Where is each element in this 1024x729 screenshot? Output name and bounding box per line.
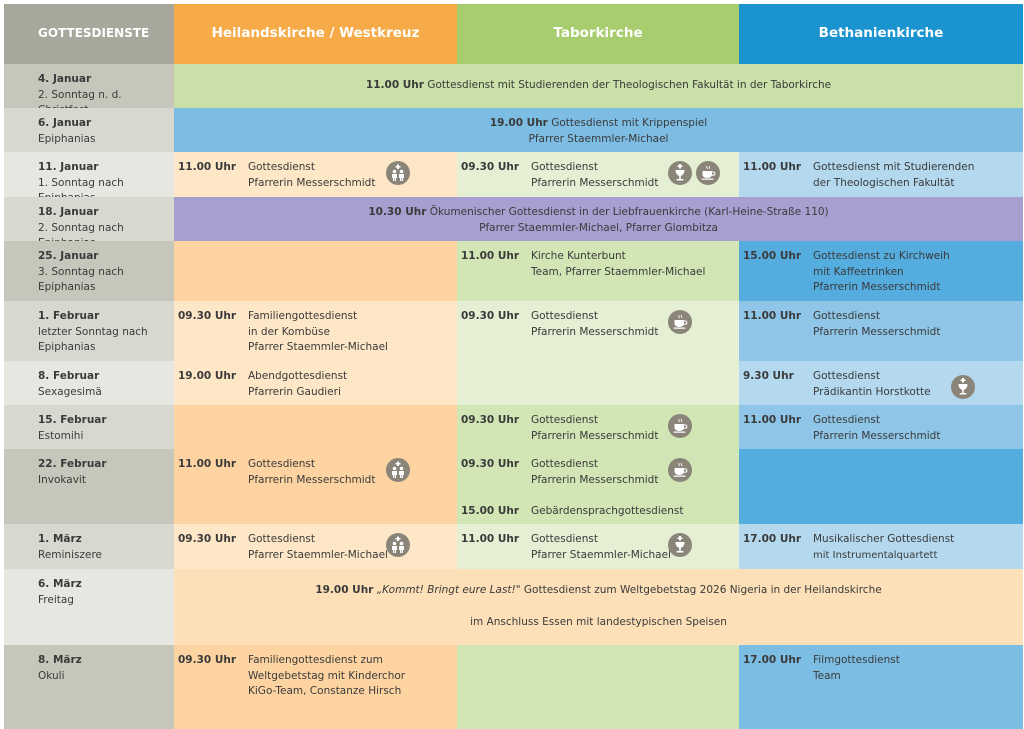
service-pastor: Pfarrer Staemmler-Michael, Pfarrer Glombitza [479,221,718,234]
service-pastor: Pfarrerin Messerschmidt [813,281,941,293]
coffee-icon [668,310,692,334]
service-time: 19.00 Uhr [315,584,374,596]
service-time: 09.30 Uhr [178,654,237,666]
service-desc: Familiengottesdienst [248,310,358,322]
service-desc: Gottesdienst mit Studierenden [813,161,975,173]
service-desc: Familiengottesdienst zum [248,654,383,666]
service-time: 11.00 Uhr [178,161,237,173]
service-pastor: Pfarrerin Messerschmidt [531,429,659,442]
shared-service [174,64,1023,108]
date-sub: letzter Sonntag nach [38,325,148,338]
date-sub: Epiphanias [38,132,96,145]
date-label: 8. Februar [38,370,100,382]
header-heilandskirche-label: Heilandskirche / Westkreuz [211,25,420,42]
heiland-empty [174,241,457,301]
header-taborkirche-label: Taborkirche [553,25,643,42]
date-label: 4. Januar [38,73,92,85]
service-pastor: Pfarrerin Messerschmidt [531,325,659,338]
children-icon [386,458,410,482]
bethanien-service [739,301,1023,361]
heiland-service [174,152,457,197]
date-cell [4,301,174,361]
service-time: 11.00 Uhr [743,310,802,322]
date-sub: Sexagesimä [38,385,102,398]
bethanien-service [739,524,1023,569]
date-cell [4,241,174,301]
bethanien-service [739,152,1023,197]
service-note: im Anschluss Essen mit landestypischen Speisen [470,615,727,628]
bethanien-empty [739,449,1023,524]
header-heilandskirche [174,4,457,64]
date-sub: 3. Sonntag nach Epiphanias [38,265,124,293]
service-pastor: Pfarrerin Messerschmidt [531,473,659,486]
service-desc: Gottesdienst [813,370,881,382]
service-desc: Gottesdienst [531,458,599,470]
date-label: 1. Februar [38,310,100,322]
heiland-service [174,361,457,405]
children-icon [386,161,410,185]
service-desc: Ökumenischer Gottesdienst in der Liebfrauenkirche (Karl-Heine-Straße 110) [429,206,829,218]
service-pastor: Pfarrerin Messerschmidt [813,325,941,338]
service-time: 15.00 Uhr [743,250,802,262]
service-desc-2: mit Instrumentalquartett [813,549,938,561]
date-label: 22. Februar [38,458,107,470]
date-label: 8. März [38,654,82,666]
date-cell [4,64,174,108]
service-desc: Gottesdienst [248,533,316,545]
service-desc: Filmgottesdienst [813,654,900,666]
service-time-2: 15.00 Uhr [461,505,520,517]
coffee-icon [668,458,692,482]
date-label: 6. Januar [38,117,92,129]
bethanien-service [739,361,1023,405]
tabor-service [457,524,739,569]
tabor-service [457,301,739,361]
date-cell [4,197,174,241]
service-team: Team [813,669,841,682]
date-sub: Estomihi [38,429,84,442]
service-time: 11.00 Uhr [461,250,520,262]
children-icon [386,533,410,557]
service-time: 09.30 Uhr [461,161,520,173]
service-time: 09.30 Uhr [461,414,520,426]
tabor-service [457,405,739,449]
service-quote: „Kommt! Bringt eure Last!" [376,584,521,596]
service-desc: Gottesdienst [531,533,599,545]
date-sub: Invokavit [38,473,86,486]
date-cell [4,569,174,645]
tabor-service [457,152,739,197]
service-time: 11.00 Uhr [743,161,802,173]
service-pastor: Pfarrer Staemmler-Michael [248,341,388,353]
coffee-icon [696,161,720,185]
service-time: 19.00 Uhr [489,117,548,129]
heiland-service [174,449,457,524]
date-sub: Freitag [38,593,74,606]
service-pastor: Pfarrerin Messerschmidt [248,176,376,189]
service-pastor: Prädikantin Horstkotte [813,385,931,398]
service-pastor: Pfarrer Staemmler-Michael [248,548,388,561]
service-pastor: Pfarrerin Messerschmidt [813,429,941,442]
communion-icon [668,161,692,185]
service-pastor: Pfarrer Staemmler-Michael [531,548,671,561]
service-time: 09.30 Uhr [461,310,520,322]
service-pastor: Pfarrerin Gaudieri [248,385,341,398]
date-cell [4,108,174,152]
service-desc-2: Gebärdensprachgottesdienst [531,505,684,517]
tabor-service [457,241,739,301]
service-desc: Gottesdienst [813,414,881,426]
date-cell [4,405,174,449]
header-services [4,4,174,64]
date-cell [4,449,174,524]
header-bethanienkirche [739,4,1023,64]
service-desc: Abendgottesdienst [248,370,348,382]
service-desc: Gottesdienst [248,161,316,173]
service-schedule-table [4,4,1023,729]
service-time: 09.30 Uhr [461,458,520,470]
service-desc-2: der Theologischen Fakultät [813,176,955,189]
service-desc: Gottesdienst zu Kirchweih [813,250,950,262]
service-time: 10.30 Uhr [368,206,427,218]
service-desc: Kirche Kunterbunt [531,250,626,262]
bethanien-service [739,645,1023,729]
date-label: 11. Januar [38,161,99,173]
heiland-service [174,301,457,361]
tabor-empty [457,361,739,405]
service-time: 11.00 Uhr [365,79,424,91]
service-time: 11.00 Uhr [743,414,802,426]
date-sub: Okuli [38,669,65,682]
tabor-empty [457,645,739,729]
shared-service [174,569,1023,645]
service-desc: Gottesdienst [531,310,599,322]
service-desc: Gottesdienst [531,161,599,173]
date-sub: Reminiszere [38,548,102,561]
service-desc: Gottesdienst [248,458,316,470]
service-pastor: Pfarrerin Messerschmidt [531,176,659,189]
service-desc-2: in der Kombüse [248,325,330,338]
date-cell [4,645,174,729]
date-sub: 1. Sonntag nach [38,176,124,189]
service-desc-2: Weltgebetstag mit Kinderchor [248,669,406,682]
service-time: 09.30 Uhr [178,310,237,322]
header-taborkirche [457,4,739,64]
service-pastor: Pfarrer Staemmler-Michael [528,132,669,145]
date-cell [4,361,174,405]
service-desc: Musikalischer Gottesdienst [813,533,955,545]
service-desc: Gottesdienst mit Krippenspiel [551,117,708,129]
shared-service [174,108,1023,152]
heiland-service [174,645,457,729]
service-time: 19.00 Uhr [178,370,237,382]
service-pastor: Team, Pfarrer Staemmler-Michael [531,265,706,278]
header-services-label: GOTTESDIENSTE [38,26,150,41]
date-sub: 2. Sonntag n. d. [38,88,122,101]
coffee-icon [668,414,692,438]
service-time: 11.00 Uhr [461,533,520,545]
bethanien-service [739,241,1023,301]
service-desc: Gottesdienst mit Studierenden der Theologischen Fakultät in der Taborkirche [427,79,832,91]
date-label: 1. März [38,533,82,545]
date-cell [4,152,174,197]
date-sub-2: Epiphanias [38,341,96,353]
communion-icon [951,375,975,399]
date-label: 25. Januar [38,250,99,262]
date-label: 6. März [38,578,82,590]
service-pastor: Pfarrerin Messerschmidt [248,473,376,486]
date-label: 15. Februar [38,414,107,426]
date-sub: 2. Sonntag nach [38,221,124,234]
service-desc: Gottesdienst [531,414,599,426]
service-desc: Gottesdienst [813,310,881,322]
bethanien-service [739,405,1023,449]
tabor-service [457,449,739,524]
service-time: 11.00 Uhr [178,458,237,470]
service-time: 17.00 Uhr [743,654,802,666]
header-bethanienkirche-label: Bethanienkirche [818,25,944,42]
service-desc: Gottesdienst zum Weltgebetstag 2026 Nigeria in der Heilandskirche [520,584,882,596]
heiland-empty [174,405,457,449]
heiland-service [174,524,457,569]
service-time: 17.00 Uhr [743,533,802,545]
date-label: 18. Januar [38,206,99,218]
service-time: 09.30 Uhr [178,533,237,545]
service-pastor: KiGo-Team, Constanze Hirsch [248,685,402,697]
service-time: 9.30 Uhr [743,370,794,382]
shared-service [174,197,1023,241]
service-desc-2: mit Kaffeetrinken [813,265,904,278]
date-cell [4,524,174,569]
communion-icon [668,533,692,557]
